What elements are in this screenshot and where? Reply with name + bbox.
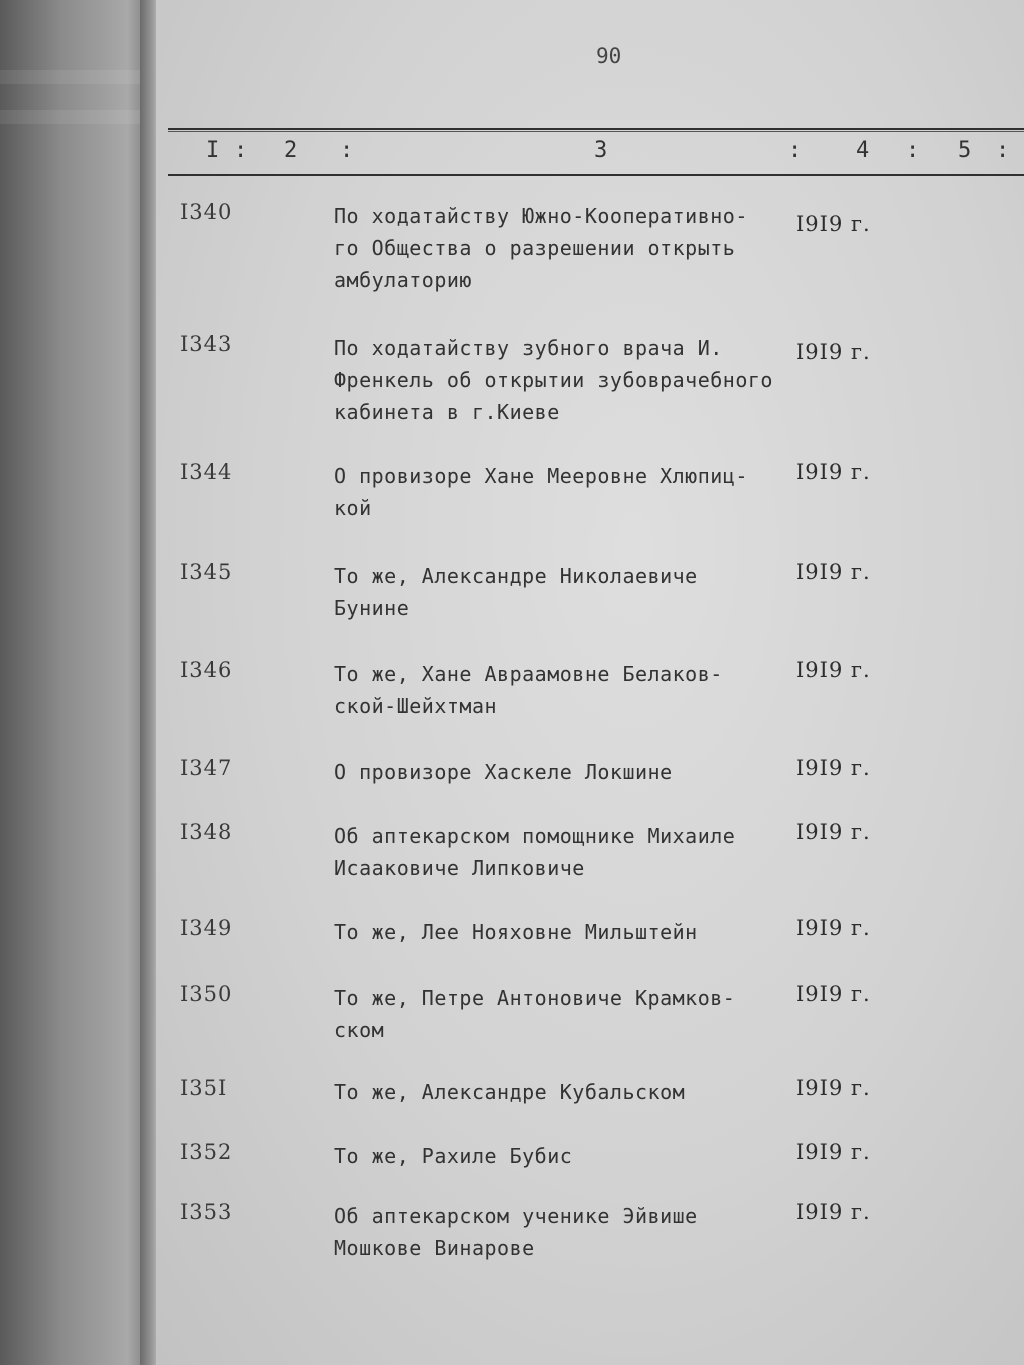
record-description: То же, Лее Нояховне Мильштейн — [334, 920, 698, 944]
record-description: То же, Хане Авраамовне Белаков- ской-Шейхтман — [334, 662, 723, 718]
document-page — [156, 0, 1024, 1365]
record-number: I352 — [180, 1140, 233, 1164]
record-description: По ходатайству Южно-Кооперативно- го Общества о разрешении открыть амбулаторию — [334, 204, 748, 292]
record-description: То же, Александре Кубальском — [334, 1080, 686, 1104]
record-number: I349 — [180, 916, 233, 940]
record-year: I9I9 г. — [796, 982, 871, 1006]
header-sep: : — [906, 138, 920, 163]
record-year: I9I9 г. — [796, 820, 871, 844]
facing-page-line — [0, 110, 140, 124]
record-description: Об аптекарском ученике Эйвише Мошкове Винарове — [334, 1204, 698, 1260]
record-year: I9I9 г. — [796, 212, 871, 236]
record-year: I9I9 г. — [796, 560, 871, 584]
header-sep: : — [340, 138, 354, 163]
facing-page — [0, 0, 150, 1365]
record-year: I9I9 г. — [796, 756, 871, 780]
record-year: I9I9 г. — [796, 1140, 871, 1164]
record-number: I347 — [180, 756, 233, 780]
header-col2: 2 — [284, 138, 298, 163]
record-year: I9I9 г. — [796, 460, 871, 484]
record-description: По ходатайству зубного врача И. Френкель об открытии зубоврачебного кабинета в г.Киеве — [334, 336, 773, 424]
header-col4: 4 — [856, 138, 870, 163]
record-year: I9I9 г. — [796, 1200, 871, 1224]
record-year: I9I9 г. — [796, 340, 871, 364]
record-year: I9I9 г. — [796, 1076, 871, 1100]
record-number: I35I — [180, 1076, 228, 1100]
record-number: I343 — [180, 332, 233, 356]
record-description: То же, Петре Антоновиче Крамков- ском — [334, 986, 736, 1042]
record-number: I340 — [180, 200, 233, 224]
page-number: 90 — [596, 44, 622, 68]
record-number: I345 — [180, 560, 233, 584]
record-description: О провизоре Хаскеле Локшине — [334, 760, 673, 784]
record-description: Об аптекарском помощнике Михаиле Исааковиче Липковиче — [334, 824, 736, 880]
record-number: I350 — [180, 982, 233, 1006]
record-year: I9I9 г. — [796, 916, 871, 940]
header-rule-bottom — [168, 174, 1024, 176]
record-number: I346 — [180, 658, 233, 682]
header-col1: I — [206, 138, 220, 163]
header-col5: 5 — [958, 138, 972, 163]
record-number: I348 — [180, 820, 233, 844]
header-rule-top-thin — [168, 131, 1024, 132]
header-sep: : — [788, 138, 802, 163]
header-sep: : — [996, 138, 1010, 163]
record-description: О провизоре Хане Мееровне Хлюпиц- кой — [334, 464, 748, 520]
header-sep: : — [234, 138, 248, 163]
record-number: I344 — [180, 460, 233, 484]
facing-page-line — [0, 70, 140, 84]
record-number: I353 — [180, 1200, 233, 1224]
header-rule-top — [168, 128, 1024, 130]
record-year: I9I9 г. — [796, 658, 871, 682]
record-description: То же, Рахиле Бубис — [334, 1144, 573, 1168]
header-col3: 3 — [594, 138, 608, 163]
record-description: То же, Александре Николаевиче Бунине — [334, 564, 698, 620]
